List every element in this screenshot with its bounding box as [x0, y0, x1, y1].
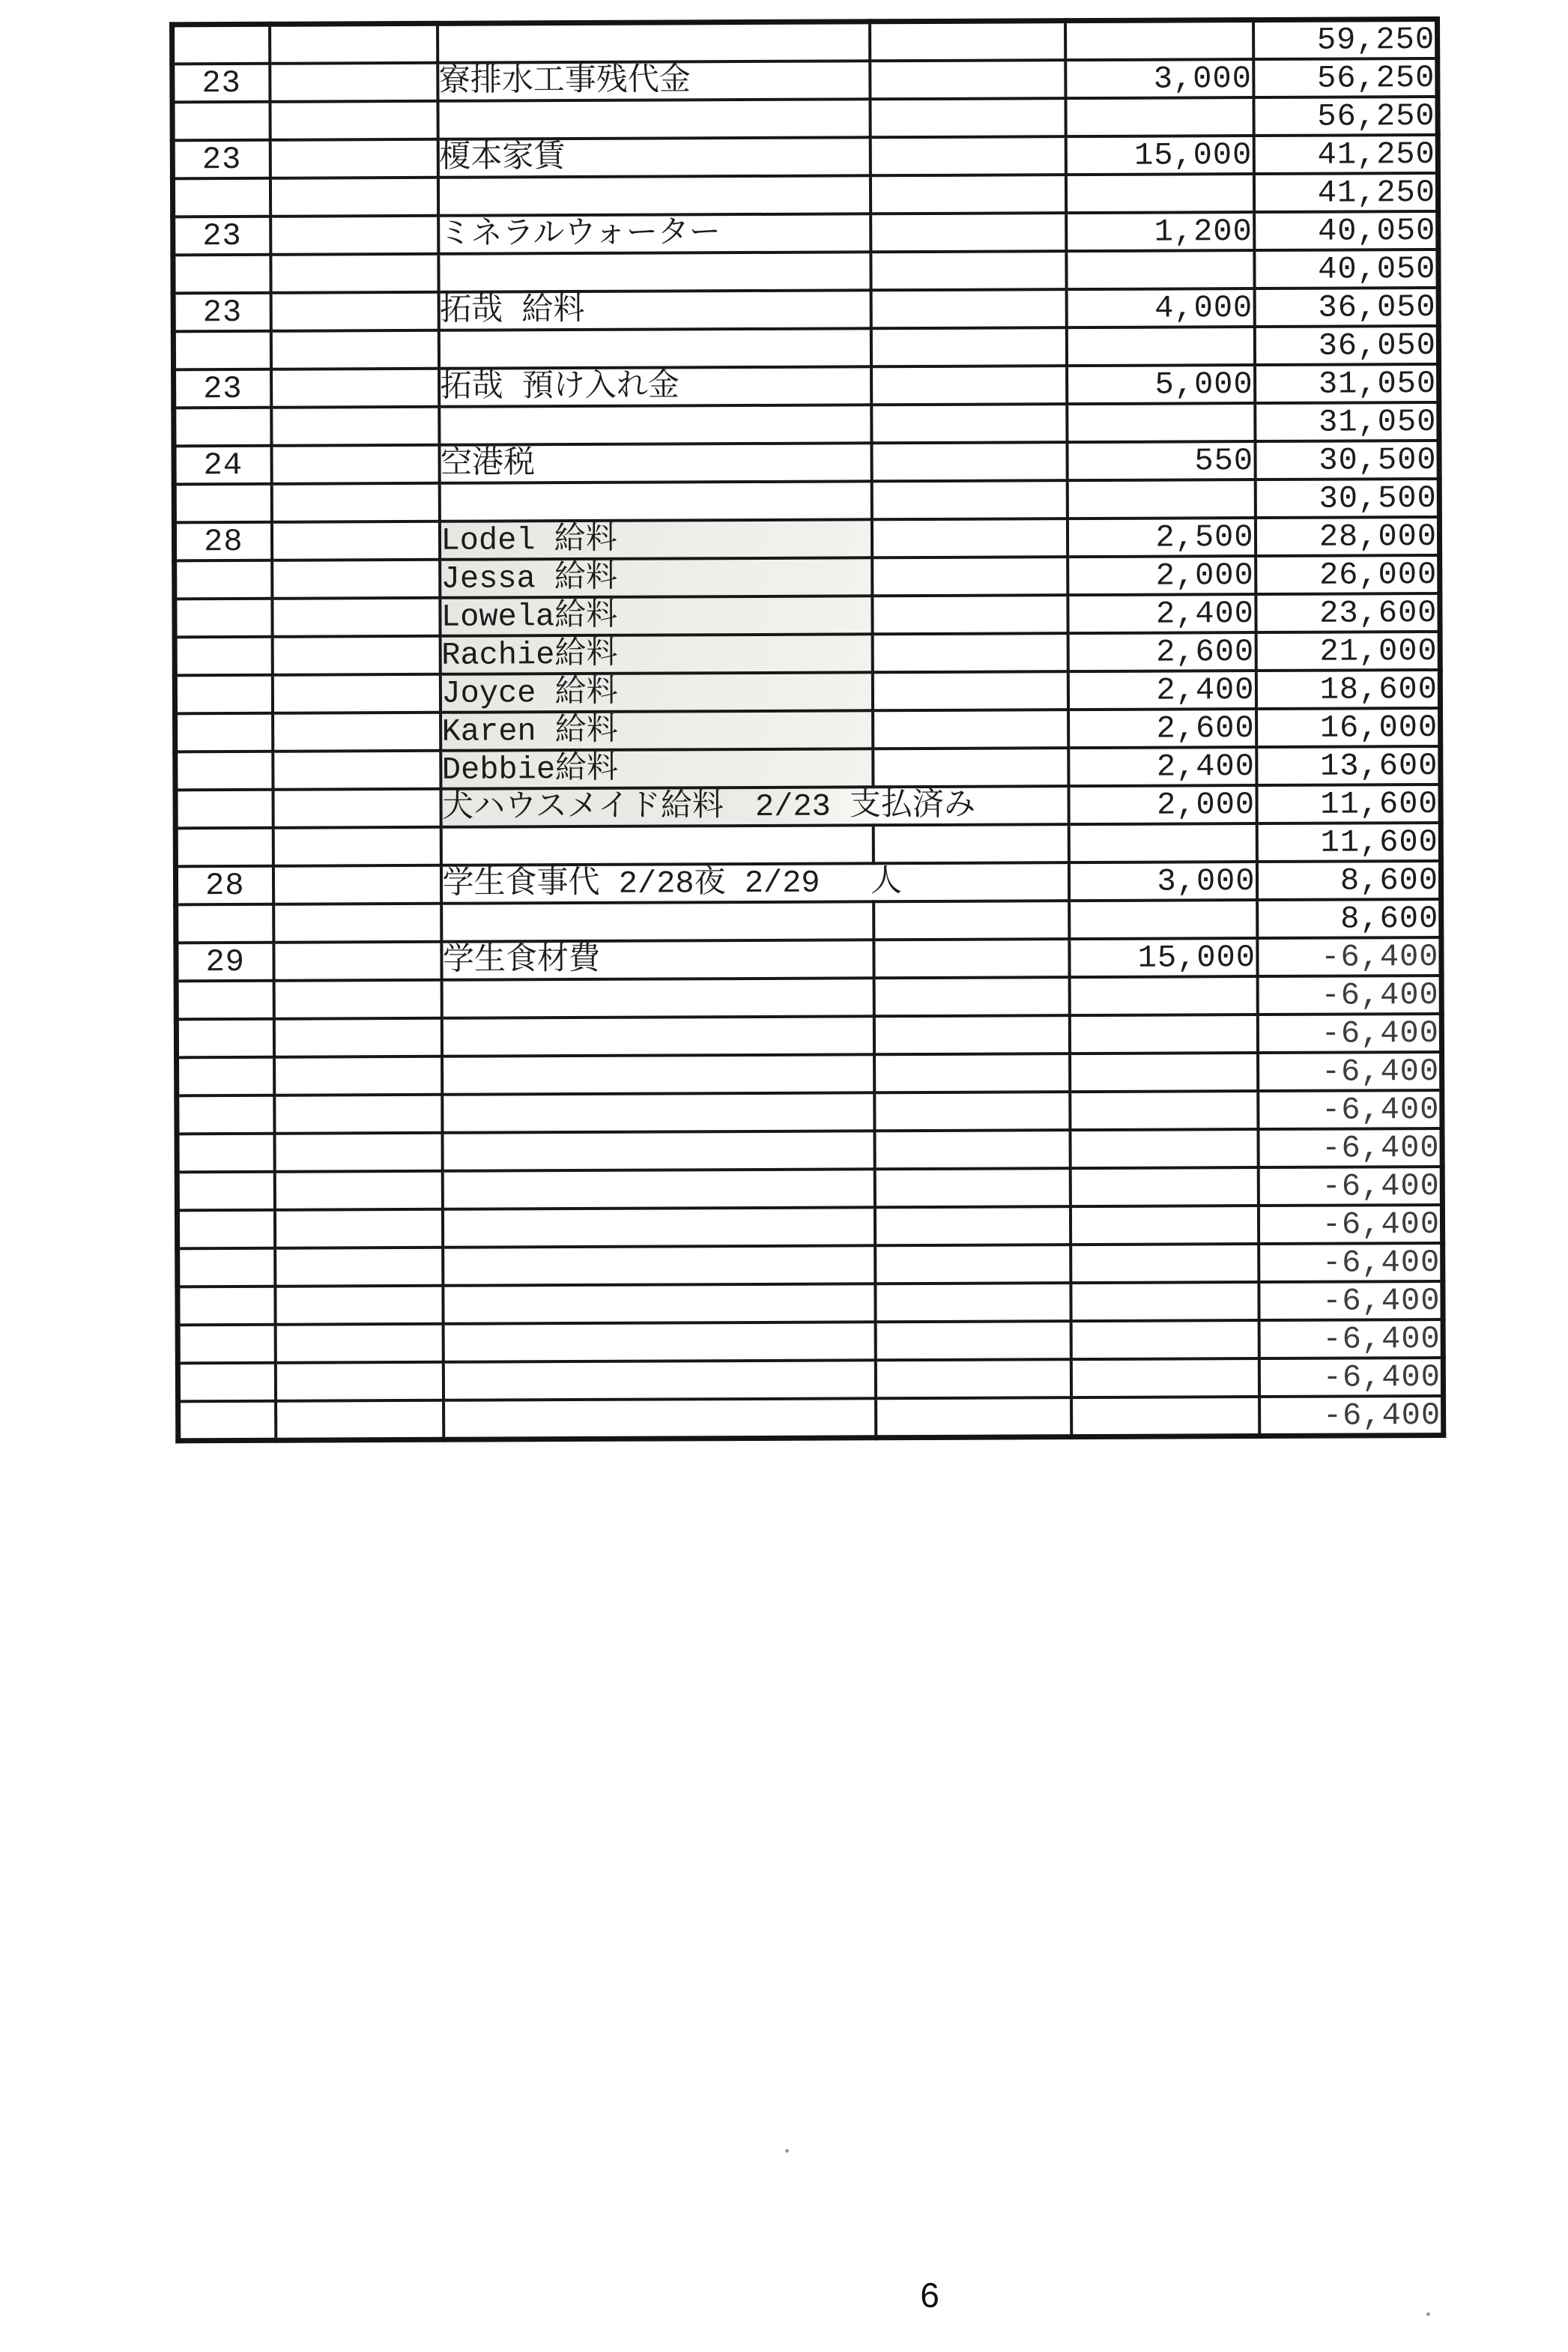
amount-cell [1069, 1015, 1257, 1053]
ref-cell [275, 1248, 443, 1287]
description-cell [441, 1016, 874, 1056]
date-cell [174, 408, 271, 447]
amount-cell [1066, 250, 1254, 289]
amount-cell [1070, 1129, 1258, 1168]
date-cell [177, 1210, 274, 1249]
description-cell: Jessa 給料 [440, 557, 872, 598]
memo-cell [871, 289, 1066, 328]
amount-cell [1071, 1320, 1259, 1359]
ref-cell [273, 1018, 441, 1057]
amount-cell [1071, 1244, 1259, 1283]
table-row [178, 1281, 1443, 1325]
scan-speck [1426, 2312, 1430, 2316]
amount-cell: 2,400 [1068, 671, 1256, 710]
balance-cell: 40,050 [1254, 250, 1438, 288]
date-cell: 29 [176, 943, 273, 982]
memo-cell [873, 748, 1068, 787]
amount-cell: 1,200 [1066, 212, 1254, 251]
memo-cell [871, 213, 1066, 252]
ref-cell [271, 445, 439, 484]
memo-cell [874, 1130, 1070, 1169]
description-cell [438, 252, 871, 292]
memo-cell [875, 1359, 1071, 1398]
description-cell: Lowela給料 [440, 596, 872, 636]
memo-cell [870, 98, 1065, 137]
description-cell: Debbie給料 [441, 749, 873, 789]
amount-cell [1070, 1167, 1258, 1206]
description-cell [443, 1284, 875, 1324]
page-number: 6 [920, 2276, 939, 2315]
table-row [174, 364, 1439, 408]
date-cell [172, 24, 270, 64]
amount-cell: 15,000 [1065, 136, 1253, 175]
memo-cell [875, 1321, 1071, 1360]
memo-cell [874, 1092, 1070, 1131]
description-cell [443, 1245, 875, 1286]
description-cell: 学生食材費 [441, 940, 874, 980]
date-cell [176, 1019, 273, 1058]
table-row [178, 1243, 1443, 1287]
memo-cell [871, 327, 1066, 366]
date-cell: 23 [173, 293, 270, 332]
balance-cell: -6,400 [1259, 1281, 1443, 1320]
ref-cell [270, 330, 438, 369]
date-cell [175, 637, 272, 676]
amount-cell [1065, 174, 1253, 213]
table-row [174, 479, 1439, 522]
table-row [177, 1052, 1442, 1095]
balance-cell: 31,050 [1255, 402, 1439, 441]
amount-cell [1071, 1397, 1259, 1437]
ref-cell [272, 636, 440, 675]
memo-cell [875, 1283, 1071, 1322]
amount-cell: 2,600 [1068, 709, 1256, 748]
balance-cell: 26,000 [1256, 555, 1440, 594]
date-cell [172, 178, 270, 217]
memo-cell [871, 404, 1067, 443]
date-cell [173, 255, 270, 294]
balance-cell: 18,600 [1256, 670, 1440, 709]
description-cell: Karen 給料 [441, 710, 873, 751]
description-cell [442, 1054, 874, 1095]
amount-cell [1071, 1358, 1259, 1397]
amount-cell: 2,400 [1068, 747, 1256, 786]
balance-cell: 8,600 [1257, 899, 1441, 938]
ref-cell [271, 369, 439, 408]
memo-cell [872, 557, 1068, 596]
ref-cell [270, 178, 438, 217]
ref-cell [275, 1324, 443, 1363]
ref-cell [274, 1095, 442, 1134]
date-cell [177, 1172, 274, 1211]
ref-cell [271, 407, 439, 446]
balance-cell: 56,250 [1253, 58, 1438, 97]
description-cell [438, 175, 870, 216]
description-cell: 犬ハウスメイド給料 2/23 支払済み [441, 786, 1068, 827]
table-row [172, 97, 1438, 140]
date-cell [175, 599, 272, 638]
memo-cell [870, 21, 1065, 61]
description-cell [442, 1169, 874, 1209]
date-cell: 23 [172, 140, 270, 179]
table-row [173, 288, 1438, 331]
date-cell [174, 484, 271, 523]
ref-cell [270, 139, 438, 178]
description-cell: 拓哉 給料 [438, 290, 871, 330]
table-row [178, 1396, 1444, 1441]
amount-cell: 2,500 [1067, 518, 1255, 557]
description-cell: 空港税 [439, 443, 871, 483]
amount-cell: 3,000 [1065, 59, 1253, 98]
memo-cell [874, 1015, 1069, 1054]
table-row [175, 632, 1440, 675]
table-row [176, 976, 1441, 1019]
description-cell [441, 978, 874, 1018]
ref-cell [276, 1400, 444, 1440]
table-row [175, 670, 1440, 713]
memo-cell [873, 824, 1068, 863]
balance-cell: -6,400 [1258, 1052, 1442, 1091]
table-row [173, 326, 1438, 369]
description-cell [443, 1322, 875, 1362]
ref-cell [273, 942, 441, 981]
table-row [177, 1128, 1442, 1172]
memo-cell [874, 939, 1069, 978]
balance-cell: -6,400 [1259, 1243, 1443, 1282]
table-row [172, 58, 1438, 102]
amount-cell [1065, 20, 1253, 61]
ref-cell [273, 980, 441, 1019]
memo-cell [870, 175, 1065, 214]
ref-cell [273, 713, 441, 752]
amount-cell: 2,000 [1068, 556, 1256, 595]
amount-cell [1066, 327, 1254, 366]
date-cell [176, 981, 273, 1020]
table-row [175, 593, 1440, 637]
table-row [178, 1358, 1443, 1401]
description-cell: Joyce 給料 [440, 672, 872, 713]
scan-speck [785, 2149, 789, 2153]
table-row [177, 1205, 1442, 1248]
memo-cell [872, 671, 1068, 710]
memo-cell [875, 1245, 1071, 1284]
balance-cell: 36,050 [1254, 288, 1438, 327]
memo-cell [870, 136, 1065, 175]
memo-cell [874, 1206, 1070, 1245]
description-cell [442, 1131, 874, 1171]
memo-cell [871, 480, 1067, 519]
balance-cell: 23,600 [1256, 593, 1440, 632]
ref-cell [271, 483, 439, 522]
balance-cell: 30,500 [1255, 441, 1439, 480]
memo-cell [870, 60, 1065, 99]
memo-cell [874, 1053, 1070, 1092]
date-cell: 24 [174, 446, 271, 485]
ref-cell [272, 560, 440, 599]
description-cell: ミネラルウォーター [438, 214, 871, 254]
ref-cell [270, 101, 438, 140]
memo-cell [871, 366, 1067, 405]
amount-cell: 2,000 [1068, 785, 1256, 824]
amount-cell [1070, 1091, 1258, 1130]
ref-cell [273, 904, 441, 943]
table-row [173, 250, 1438, 293]
date-cell: 28 [174, 522, 271, 561]
ref-cell [275, 1362, 443, 1401]
ref-cell [273, 789, 441, 828]
description-cell: Rachie給料 [440, 634, 872, 674]
ref-cell [274, 1171, 442, 1210]
balance-cell: -6,400 [1257, 937, 1441, 976]
description-cell [438, 22, 870, 63]
date-cell [175, 752, 273, 790]
balance-cell: -6,400 [1259, 1396, 1444, 1436]
date-cell [177, 1134, 274, 1173]
ref-cell [275, 1286, 443, 1325]
balance-cell: 16,000 [1256, 708, 1441, 747]
table-row [174, 441, 1439, 484]
description-cell [444, 1398, 876, 1439]
ref-cell [274, 1209, 442, 1248]
table-row [175, 784, 1441, 828]
date-cell: 23 [172, 64, 270, 103]
amount-cell [1069, 900, 1257, 939]
description-cell: Lodel 給料 [439, 519, 871, 560]
date-cell [178, 1287, 275, 1325]
balance-cell: 56,250 [1253, 97, 1438, 136]
balance-cell: 11,600 [1256, 823, 1441, 862]
date-cell: 23 [173, 217, 270, 256]
balance-cell: -6,400 [1259, 1319, 1443, 1358]
balance-cell: 8,600 [1256, 861, 1441, 900]
ledger-table-container [169, 16, 1443, 1443]
balance-cell: 11,600 [1256, 784, 1441, 823]
table-row [172, 135, 1438, 178]
memo-cell [874, 901, 1069, 940]
ledger-table-body [172, 19, 1444, 1440]
amount-cell: 5,000 [1067, 365, 1255, 404]
balance-cell: 59,250 [1253, 19, 1438, 59]
memo-cell [872, 595, 1068, 634]
table-row [175, 861, 1441, 904]
date-cell [177, 1095, 274, 1134]
table-row [172, 173, 1438, 217]
table-row [178, 1319, 1443, 1363]
ref-cell [270, 292, 438, 331]
description-cell [441, 901, 874, 942]
amount-cell: 15,000 [1069, 938, 1257, 977]
amount-cell [1067, 480, 1255, 519]
date-cell [176, 904, 273, 943]
description-cell [443, 1360, 875, 1400]
balance-cell: -6,400 [1258, 1205, 1442, 1244]
ref-cell [273, 827, 441, 866]
balance-cell: -6,400 [1259, 1358, 1443, 1397]
date-cell [173, 331, 270, 370]
ref-cell [270, 23, 438, 63]
balance-cell: -6,400 [1257, 1014, 1441, 1053]
description-cell [442, 1092, 874, 1133]
date-cell [172, 102, 270, 141]
amount-cell [1070, 1206, 1258, 1245]
table-row [175, 746, 1441, 790]
ref-cell [274, 1056, 442, 1095]
balance-cell: 21,000 [1256, 632, 1440, 671]
amount-cell: 2,400 [1068, 594, 1256, 633]
ref-cell [270, 216, 438, 255]
memo-cell [871, 251, 1066, 290]
date-cell [175, 713, 273, 752]
date-cell [178, 1325, 275, 1364]
ref-cell [272, 598, 440, 637]
memo-cell [874, 1168, 1070, 1207]
date-cell: 28 [175, 866, 273, 905]
ref-cell [272, 674, 440, 713]
table-row [175, 555, 1440, 599]
balance-cell: 36,050 [1254, 326, 1438, 365]
description-cell [442, 1207, 874, 1248]
amount-cell [1069, 976, 1257, 1015]
balance-cell: 28,000 [1255, 517, 1439, 556]
amount-cell [1067, 403, 1255, 442]
table-row [173, 211, 1438, 255]
balance-cell: -6,400 [1258, 1167, 1442, 1206]
date-cell [178, 1401, 276, 1441]
amount-cell [1065, 97, 1253, 136]
description-cell [438, 99, 870, 139]
balance-cell: 31,050 [1255, 364, 1439, 403]
description-cell [438, 328, 871, 369]
amount-cell: 3,000 [1068, 862, 1256, 901]
memo-cell [874, 977, 1069, 1016]
table-row [172, 19, 1438, 64]
balance-cell: 40,050 [1254, 211, 1438, 250]
balance-cell: -6,400 [1258, 1128, 1442, 1167]
date-cell [175, 790, 273, 829]
table-row [174, 402, 1439, 446]
date-cell [178, 1363, 275, 1402]
ref-cell [270, 254, 438, 293]
balance-cell: -6,400 [1257, 976, 1441, 1015]
table-row [177, 1167, 1442, 1210]
date-cell [175, 675, 272, 714]
balance-cell: -6,400 [1258, 1090, 1442, 1129]
table-row [176, 899, 1441, 943]
table-row [177, 1090, 1442, 1134]
description-cell [441, 825, 873, 865]
memo-cell [872, 633, 1068, 672]
table-row [175, 708, 1441, 752]
memo-cell [871, 442, 1067, 481]
amount-cell: 550 [1067, 441, 1255, 480]
balance-cell: 30,500 [1255, 479, 1439, 518]
balance-cell: 13,600 [1256, 746, 1441, 785]
description-cell: 拓哉 預け入れ金 [439, 366, 871, 407]
amount-cell: 4,000 [1066, 288, 1254, 327]
table-row [176, 937, 1441, 981]
description-cell: 寮排水工事残代金 [438, 61, 870, 101]
balance-cell: 41,250 [1253, 173, 1438, 212]
ref-cell [271, 522, 439, 560]
ref-cell [270, 63, 438, 102]
table-row [176, 1014, 1441, 1057]
amount-cell [1068, 823, 1256, 862]
description-cell: 学生食事代 2/28夜 2/29 人 [441, 862, 1068, 904]
table-row [174, 517, 1439, 560]
amount-cell: 2,600 [1068, 632, 1256, 671]
ref-cell [273, 751, 441, 790]
balance-cell: 41,250 [1253, 135, 1438, 174]
description-cell: 榎本家賃 [438, 137, 870, 178]
amount-cell [1071, 1282, 1259, 1321]
memo-cell [873, 710, 1068, 749]
description-cell [439, 481, 871, 522]
amount-cell [1070, 1053, 1258, 1092]
table-row [175, 823, 1441, 866]
memo-cell [876, 1397, 1071, 1438]
ref-cell [274, 1133, 442, 1172]
description-cell [439, 405, 871, 445]
ref-cell [273, 865, 441, 904]
date-cell: 23 [174, 369, 271, 408]
date-cell [177, 1057, 274, 1096]
ledger-table [169, 16, 1446, 1443]
memo-cell [871, 519, 1067, 557]
date-cell [175, 828, 273, 867]
date-cell [178, 1248, 275, 1287]
date-cell [175, 560, 272, 599]
